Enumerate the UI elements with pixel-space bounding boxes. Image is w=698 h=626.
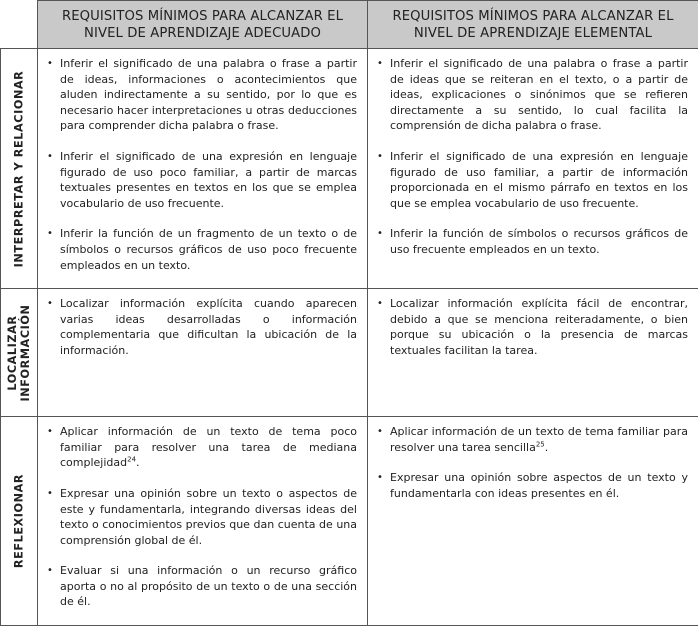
row-label-cell bbox=[1, 417, 38, 626]
header-adequate: REQUISITOS MÍNIMOS PARA ALCANZAR EL NIVEL DE APRENDIZAJE ADECUADO bbox=[38, 1, 368, 49]
list-item: • Expresar una opinión sobre aspectos de un texto y fundamentarla con ideas presentes en él. bbox=[390, 470, 688, 501]
header-row bbox=[1, 1, 698, 49]
footnote-ref[interactable]: 25 bbox=[536, 440, 545, 448]
list-item bbox=[60, 424, 357, 471]
list-item: • Inferir el significado de una palabra o frase a partir de ideas, informaciones o acontecimientos que aluden indirectamente a su sentido, por lo que es necesario hacer interpretaciones u otras deducciones para comprender dicha palabra o frase. bbox=[60, 56, 357, 134]
corner-cell bbox=[1, 1, 38, 49]
table-row bbox=[1, 417, 698, 626]
list-item: • Inferir el significado de una expresión en lenguaje figurado de uso poco familiar, a partir de marcas textuales presentes en textos en los que se emplea vocabulario de uso frecuente. bbox=[60, 149, 357, 211]
table-row bbox=[1, 49, 698, 289]
row-label-cell bbox=[1, 49, 38, 289]
list-item: • Inferir el significado de una palabra o frase a partir de ideas que se reiteran en el texto, o a partir de ideas, explicaciones o sinónimos que se refieren directamente a su sentido, lo cual facilita la comprensión de dicha palabra o frase. bbox=[390, 56, 688, 134]
row-label-line: LOCALIZAR bbox=[6, 315, 19, 390]
list-item: • Evaluar si una información o un recurso gráfico aporta o no al propósito de un texto o de una sección de él. bbox=[60, 563, 357, 610]
row-label: INTERPRETAR Y RELACIONAR bbox=[13, 70, 26, 267]
elemental-cell bbox=[368, 417, 698, 626]
elemental-cell bbox=[368, 289, 698, 417]
row-label bbox=[6, 304, 32, 401]
elemental-cell bbox=[368, 49, 698, 289]
list-item: • Expresar una opinión sobre un texto o aspectos de este y fundamentarla, integrando diversas ideas del texto o conocimientos previos que dan cuenta de una comprensión global de él. bbox=[60, 486, 357, 548]
list-item: • Localizar información explícita cuando aparecen varias ideas desarrolladas o información complementaria que dificultan la ubicación de la información. bbox=[60, 296, 357, 358]
table-row bbox=[1, 289, 698, 417]
adequate-cell bbox=[38, 49, 368, 289]
list-item: • Localizar información explícita fácil de encontrar, debido a que se menciona reiteradamente, o bien porque su ubicación o la presencia de marcas textuales facilitan la tarea. bbox=[390, 296, 688, 358]
row-label: REFLEXIONAR bbox=[13, 474, 26, 568]
item-suffix: . bbox=[545, 441, 549, 454]
item-text: Aplicar información de un texto de tema poco familiar para resolver una tarea de mediana complejidad bbox=[60, 425, 357, 469]
row-label-cell bbox=[1, 289, 38, 417]
adequate-cell bbox=[38, 417, 368, 626]
list-item: • Inferir la función de un fragmento de un texto o de símbolos o recursos gráficos de uso poco frecuente empleados en un texto. bbox=[60, 226, 357, 273]
item-text: Aplicar información de un texto de tema familiar para resolver una tarea sencilla bbox=[390, 425, 688, 454]
list-item: • Inferir el significado de una expresión en lenguaje figurado de uso familiar, a partir de información proporcionada en el mismo párrafo en textos en los que se emplea vocabulario de uso frecuente. bbox=[390, 149, 688, 211]
item-suffix: . bbox=[136, 456, 140, 469]
row-label-line: INFORMACIÓN bbox=[19, 304, 32, 401]
header-elemental: REQUISITOS MÍNIMOS PARA ALCANZAR EL NIVEL DE APRENDIZAJE ELEMENTAL bbox=[368, 1, 698, 49]
footnote-ref[interactable]: 24 bbox=[127, 456, 136, 464]
list-item: • Inferir la función de símbolos o recursos gráficos de uso frecuente empleados en un texto. bbox=[390, 226, 688, 257]
adequate-cell bbox=[38, 289, 368, 417]
list-item bbox=[390, 424, 688, 455]
